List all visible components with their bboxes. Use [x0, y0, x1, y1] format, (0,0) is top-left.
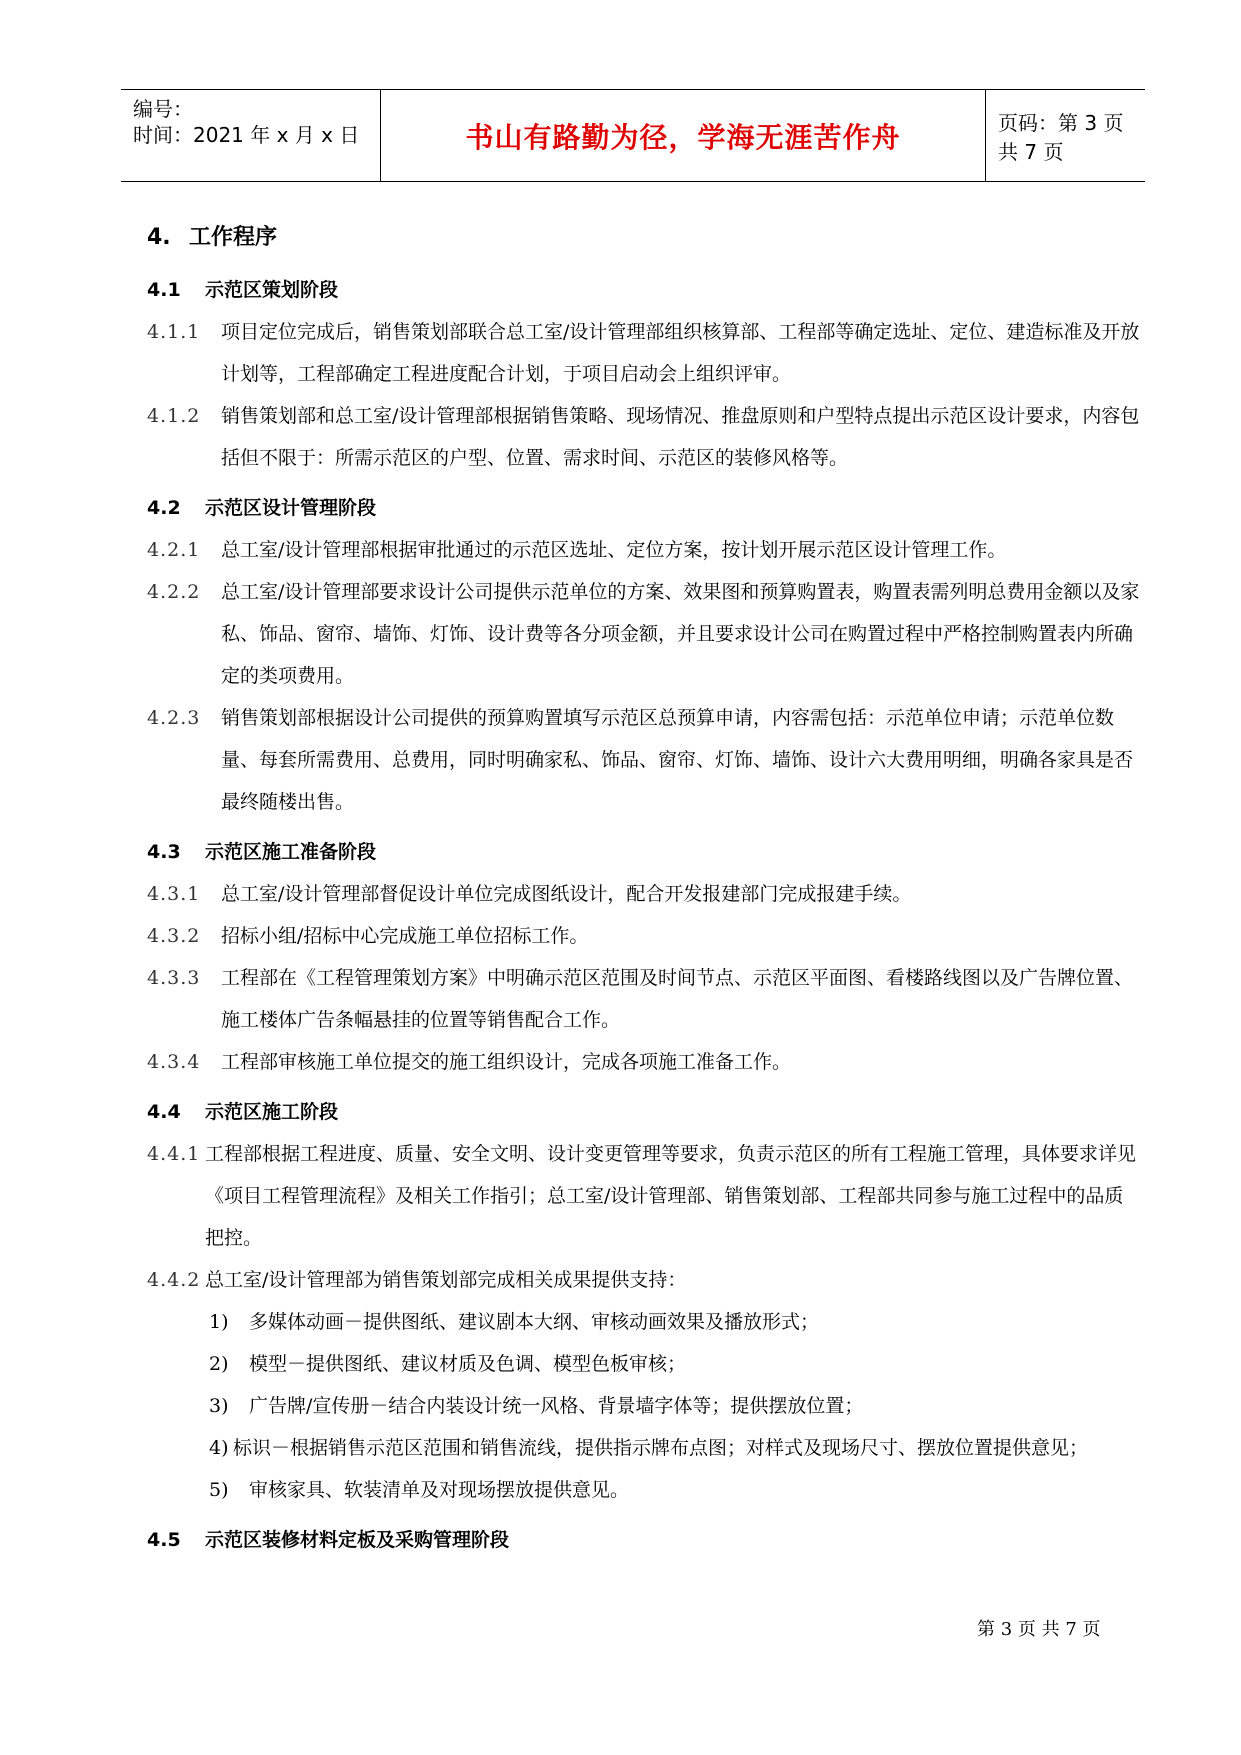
clause-4-1-1: [141, 311, 1141, 395]
document-number: 编号：: [133, 97, 193, 121]
header-meta-cell: [121, 90, 381, 181]
clause-4-3-1: [141, 873, 1141, 915]
clause-4-3-3: [141, 957, 1141, 1041]
subsection-title: 示范区施工阶段: [205, 1101, 339, 1123]
subsection-number: 4.3: [147, 841, 181, 863]
clause-4-2-2: [141, 571, 1141, 697]
clause-number: 4.3.1: [147, 883, 201, 905]
clause-4-2-3: [141, 697, 1141, 823]
list-item-number: 4): [209, 1437, 229, 1459]
subsection-heading-4-1: [147, 275, 1141, 305]
list-item-text: 广告牌/宣传册－结合内装设计统一风格、背景墙字体等；提供摆放位置；: [249, 1395, 864, 1417]
clause-number: 4.2.2: [147, 581, 201, 603]
clause-number: 4.4.1: [147, 1143, 201, 1165]
clause-4-1-2: [141, 395, 1141, 479]
clause-4-3-4: [141, 1041, 1141, 1083]
page-footer: 第 3 页 共 7 页: [977, 1619, 1101, 1640]
header-page-number: 页码：第 3 页 共 7 页: [998, 110, 1124, 164]
clause-text: 总工室/设计管理部根据审批通过的示范区选址、定位方案，按计划开展示范区设计管理工作。: [221, 539, 1007, 561]
clause-number: 4.4.2: [147, 1269, 201, 1291]
clause-text: 总工室/设计管理部为销售策划部完成相关成果提供支持：: [205, 1269, 687, 1291]
list-item: [141, 1343, 1141, 1385]
list-item: [141, 1469, 1141, 1511]
list-item-number: 1): [209, 1311, 229, 1333]
clause-text: 工程部审核施工单位提交的施工组织设计，完成各项施工准备工作。: [221, 1051, 792, 1073]
clause-text: 总工室/设计管理部要求设计公司提供示范单位的方案、效果图和预算购置表，购置表需列明总费用金额以及家私、饰品、窗帘、墙饰、灯饰、设计费等各分项金额，并且要求设计公司在购置过程中严格控制购置表内所确定的类项费用。: [221, 581, 1140, 687]
header-page-cell: [986, 90, 1145, 181]
subsection-title: 示范区施工准备阶段: [205, 841, 377, 863]
list-item-text: 模型－提供图纸、建议材质及色调、模型色板审核；: [249, 1353, 687, 1375]
list-item: [141, 1427, 1141, 1469]
document-header: [121, 89, 1145, 182]
list-item: [141, 1301, 1141, 1343]
clause-text: 项目定位完成后，销售策划部联合总工室/设计管理部组织核算部、工程部等确定选址、定位、建造标准及开放计划等，工程部确定工程进度配合计划，于项目启动会上组织评审。: [221, 321, 1140, 385]
clause-number: 4.2.1: [147, 539, 201, 561]
clause-number: 4.1.1: [147, 321, 201, 343]
clause-number: 4.3.2: [147, 925, 201, 947]
document-time: 时间：2021 年 x 月 x 日: [133, 123, 360, 147]
subsection-heading-4-2: [147, 493, 1141, 523]
clause-text: 总工室/设计管理部督促设计单位完成图纸设计，配合开发报建部门完成报建手续。: [221, 883, 912, 905]
subsection-heading-4-3: [147, 837, 1141, 867]
header-motto-cell: [381, 90, 986, 181]
subsection-title: 示范区装修材料定板及采购管理阶段: [205, 1529, 510, 1551]
clause-text: 工程部根据工程进度、质量、安全文明、设计变更管理等要求，负责示范区的所有工程施工管理，具体要求详见《项目工程管理流程》及相关工作指引；总工室/设计管理部、销售策划部、工程部共同参与施工过程中的品质把控。: [205, 1143, 1137, 1249]
clause-4-4-2: [141, 1259, 1141, 1301]
clause-number: 4.2.3: [147, 707, 201, 729]
clause-text: 销售策划部和总工室/设计管理部根据销售策略、现场情况、推盘原则和户型特点提出示范区设计要求，内容包括但不限于：所需示范区的户型、位置、需求时间、示范区的装修风格等。: [221, 405, 1140, 469]
list-item-number: 5): [209, 1479, 229, 1501]
clause-4-3-2: [141, 915, 1141, 957]
clause-number: 4.1.2: [147, 405, 201, 427]
subsection-number: 4.2: [147, 497, 181, 519]
header-motto: 书山有路勤为径，学海无涯苦作舟: [465, 120, 901, 154]
subsection-number: 4.4: [147, 1101, 181, 1123]
clause-4-2-1: [141, 529, 1141, 571]
subsection-number: 4.1: [147, 279, 181, 301]
list-item-number: 2): [209, 1353, 229, 1375]
section-number: 4.: [147, 225, 171, 250]
subsection-heading-4-5: [147, 1525, 1141, 1555]
clause-text: 销售策划部根据设计公司提供的预算购置填写示范区总预算申请，内容需包括：示范单位申请；示范单位数量、每套所需费用、总费用，同时明确家私、饰品、窗帘、灯饰、墙饰、设计六大费用明细，明确各家具是否最终随楼出售。: [221, 707, 1134, 813]
clause-number: 4.3.3: [147, 967, 201, 989]
clause-text: 招标小组/招标中心完成施工单位招标工作。: [221, 925, 589, 947]
subsection-number: 4.5: [147, 1529, 181, 1551]
list-item-text: 多媒体动画－提供图纸、建议剧本大纲、审核动画效果及播放形式；: [249, 1311, 820, 1333]
document-body: [141, 220, 1141, 1561]
section-title: 工作程序: [189, 225, 278, 250]
list-item-text: 审核家具、软装清单及对现场摆放提供意见。: [249, 1479, 630, 1501]
list-item-text: 标识－根据销售示范区范围和销售流线，提供指示牌布点图；对样式及现场尺寸、摆放位置提供意见；: [233, 1437, 1089, 1459]
list-item-number: 3): [209, 1395, 229, 1417]
clause-4-4-1: [141, 1133, 1141, 1259]
clause-number: 4.3.4: [147, 1051, 201, 1073]
section-heading: [147, 220, 1141, 251]
list-item: [141, 1385, 1141, 1427]
clause-text: 工程部在《工程管理策划方案》中明确示范区范围及时间节点、示范区平面图、看楼路线图以及广告牌位置、施工楼体广告条幅悬挂的位置等销售配合工作。: [221, 967, 1134, 1031]
subsection-title: 示范区设计管理阶段: [205, 497, 377, 519]
subsection-heading-4-4: [147, 1097, 1141, 1127]
subsection-title: 示范区策划阶段: [205, 279, 339, 301]
